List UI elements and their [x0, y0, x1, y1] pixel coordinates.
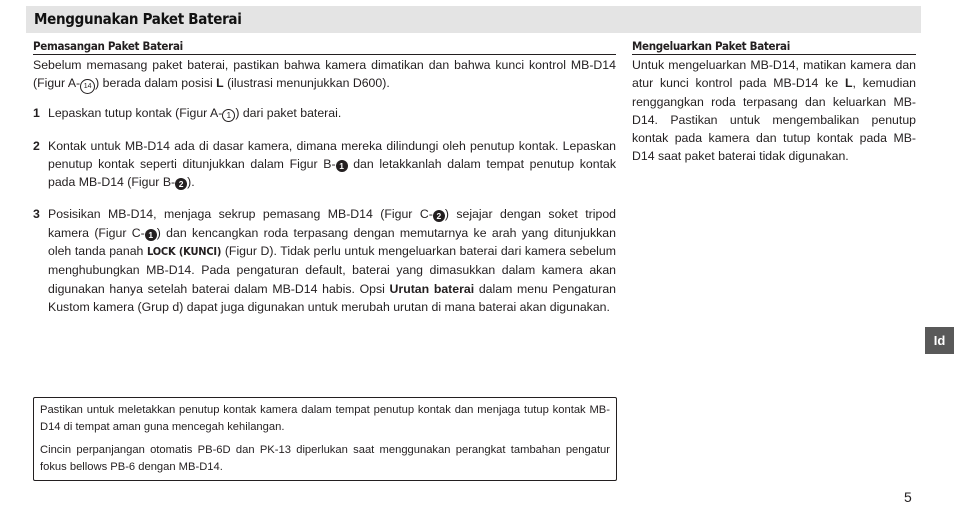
step-3-text-b: ) sejajar dengan soket tripod kamera (Figur C- [48, 207, 617, 240]
intro-paragraph [33, 56, 616, 94]
heading-remove: Mengeluarkan Paket Baterai [632, 39, 916, 55]
step-1-text-a: Lepaskan tutup kontak (Figur A- [48, 106, 223, 121]
heading-install: Pemasangan Paket Baterai [33, 39, 616, 55]
note-paragraph-2: Cincin perpanjangan otomatis PB-6D dan PK-13 diperlukan saat menggunakan perangkat tambahan pengatur fokus bellows PB-6 dengan MB-D14. [40, 444, 610, 473]
step-3-text-e: dalam menu Pengaturan Kustom kamera (Grup d) dapat juga digunakan untuk merubah urutan di mana baterai akan digunakan. [48, 281, 616, 314]
position-l-symbol: L [844, 76, 853, 91]
step-number: 3 [33, 207, 40, 222]
step-number: 2 [33, 138, 40, 153]
intro-text-c: (ilustrasi menunjukkan D600). [223, 76, 390, 91]
circled-number-ref: 2 [433, 210, 445, 222]
step-2-text-c: ). [187, 175, 195, 190]
intro-text-b: ) berada dalam posisi [95, 76, 217, 91]
step-3-text-d: (Figur D). Tidak perlu untuk mengeluarkan baterai dari kamera sebelum menghubungkan MB-D14. Pada pengaturan default, baterai yang dimasukkan dalam kamera akan digunakan hanya setelah baterai dalam MB-D14 habis. Opsi [48, 244, 616, 296]
left-column [33, 39, 616, 316]
remove-text-b: , kemudian renggangkan roda terpasang dan keluarkan MB-D14. Pastikan untuk mengembalikan penutup kontak pada kamera dan tutup kontak pada MB-D14 saat paket baterai tidak digunakan. [632, 76, 917, 164]
circled-number-ref: 1 [222, 109, 235, 122]
step-3-text-a: Posisikan MB-D14, menjaga sekrup pemasang MB-D14 (Figur C- [48, 207, 433, 222]
position-l-symbol: L [216, 76, 224, 91]
step-number: 1 [33, 106, 40, 121]
language-tab: Id [925, 327, 954, 354]
section-title-bar [26, 6, 921, 33]
step-2 [33, 137, 616, 192]
circled-number-ref: 14 [80, 79, 95, 94]
battery-order-menu-item: Urutan baterai [389, 281, 475, 296]
circled-number-ref: 1 [145, 229, 157, 241]
intro-text-a: Sebelum memasang paket baterai, pastikan bahwa kamera dimatikan dan bahwa kunci kontrol MB-D14 (Figur A- [33, 58, 616, 91]
circled-number-ref: 2 [175, 178, 187, 190]
right-column [632, 39, 916, 166]
page-number: 5 [904, 489, 912, 505]
step-2-text-a: Kontak untuk MB-D14 ada di dasar kamera, dimana mereka dilindungi oleh penutup kontak. Lepaskan penutup kontak seperti ditunjukkan dalam Figur B- [48, 138, 616, 171]
page-title: Menggunakan Paket Baterai [34, 10, 242, 28]
remove-paragraph [632, 56, 916, 166]
note-paragraph-1: Pastikan untuk meletakkan penutup kontak kamera dalam tempat penutup kontak dan menjaga tutup kontak MB-D14 di tempat aman guna mencegah kehilangan. [40, 404, 610, 433]
step-3-text-c: ) dan kencangkan roda terpasang dengan memutarnya ke arah yang ditunjukkan oleh tanda panah [48, 225, 616, 259]
circled-number-ref: 1 [336, 160, 348, 172]
lock-label: LOCK (KUNCI) [146, 245, 222, 259]
step-3 [33, 205, 616, 316]
note-box [33, 397, 617, 481]
step-1-text-b: ) dari paket baterai. [235, 106, 342, 121]
step-1 [33, 104, 616, 122]
step-2-text-b: dan letakkanlah dalam tempat penutup kontak pada MB-D14 (Figur B- [48, 156, 617, 190]
remove-text-a: Untuk mengeluarkan MB-D14, matikan kamera dan atur kunci kontrol pada MB-D14 ke [632, 58, 916, 91]
